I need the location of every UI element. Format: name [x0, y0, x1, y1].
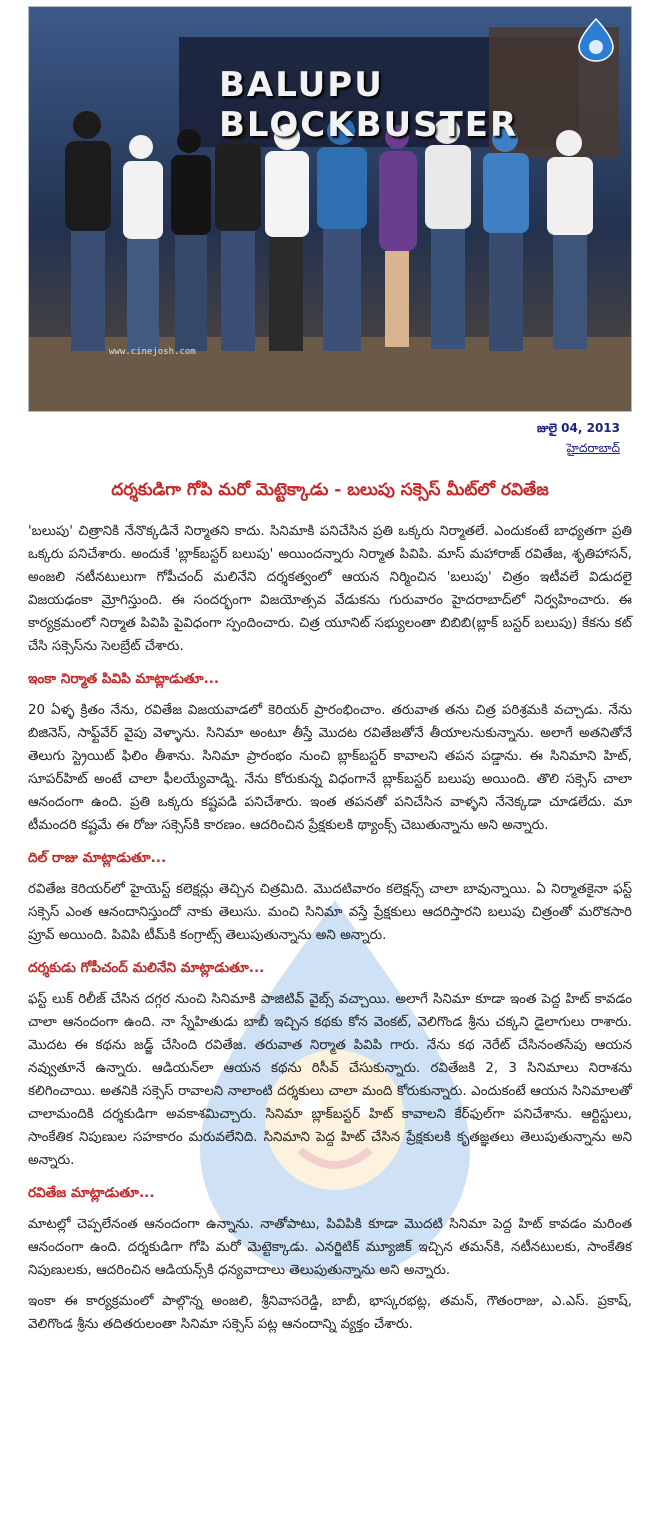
article-body	[28, 520, 632, 1344]
dateline	[537, 418, 620, 458]
section-heading-dil-raju: దిల్ రాజు మాట్లాడుతూ...	[28, 850, 167, 866]
site-logo-icon	[575, 17, 617, 63]
people-group	[65, 111, 593, 351]
intro-paragraph: 'బలుపు' చిత్రానికి నేనొక్కడినే నిర్మాతని కాదు. సినిమాకి పనిచేసిన ప్రతి ఒక్కరు నిర్మాతలే. ఎందుకంటే బాధ్యతగా ప్రతి ఒక్కరు పనిచేశారు. అందుకే 'బ్లాక్‌బస్టర్ బలుపు' అయిందన్నారు నిర్మాత పివిపి. మాస్ మహారాజ్ రవితేజ, శృతిహాసన్, అంజలి నటీనటులుగా గోపీచంద్ మలినేని దర్శకత్వంలో ఆయన నిర్మించిన 'బలుపు' చిత్రం ఇటీవలే విడుదలై విజయఢంకా మ్రోగిస్తుంది. ఈ సందర్భంగా విజయోత్సవ వేడుకను గురువారం హైదరాబాద్‌లో నిర్వహించారు. ఈ కార్యక్రమంలో నిర్మాత పివిపి పైవిధంగా స్పందించారు. చిత్ర యూనిట్ సభ్యులంతా బిబిబి(బ్లాక్ బస్టర్ బలుపు) కేకను కట్ చేసి సక్సెస్‌ను సెలబ్రేట్ చేశారు.	[28, 524, 632, 654]
banner-title: BALUPU BLOCKBUSTER	[219, 65, 519, 145]
article-date: జులై 04, 2013	[536, 421, 620, 435]
section-heading-raviteja: రవితేజ మాట్లాడుతూ...	[28, 1185, 155, 1201]
section-heading-pvp: ఇంకా నిర్మాత పివిపి మాట్లాడుతూ...	[28, 671, 220, 687]
article-headline: దర్శకుడిగా గోపి మరో మెట్టెక్కాడు - బలుపు సక్సెస్ మీట్‌లో రవితేజ	[111, 480, 549, 500]
section-text-pvp: 20 ఏళ్ళ క్రితం నేను, రవితేజ విజయవాడలో కెరియర్ ప్రారంభించాం. తరువాత తను చిత్ర పరిశ్రమకి వచ్చాడు. నేను బిజినెస్, సాఫ్ట్‌వేర్ వైపు వెళ్ళాను. సినిమా అంటూ తీస్తే మొదట రవితేజతోనే తీయాలనుకున్నాను. అలాగే అతనితోనే తెలుగు స్ట్రెయిట్ ఫిలిం తీశాను. సినిమా ప్రారంభం నుంచి బ్లాక్‌బస్టర్ కావాలని తపన పడ్డాను. ఈ సినిమాని హిట్, సూపర్‌హిట్ అంటే చాలా ఫీలయ్యేవాడ్ని. నేను కోరుకున్న విధంగానే బ్లాక్‌బస్టర్ బలుపు అయింది. తొలి సక్సెస్ చాలా ఆనందంగా ఉంది. ప్రతి ఒక్కరు కష్టపడి పనిచేశారు. ఇంత తపనతో పనిచేసిన వాళ్ళని నేనెక్కడా చూడలేదు. మా టీమందరి కష్టమే ఈ రోజు సక్సెస్‌కి కారణం. ఆదరించిన ప్రేక్షకులకి థ్యాంక్స్ చెబుతున్నాను అని అన్నారు.	[28, 703, 632, 833]
event-photo	[28, 6, 632, 412]
article-location: హైదరాబాద్	[566, 441, 620, 455]
photo-watermark: www.cinejosh.com	[109, 347, 196, 357]
section-text-raviteja: మాటల్లో చెప్పలేనంత ఆనందంగా ఉన్నాను. నాతోపాటు, పివిపికి కూడా మొదటి సినిమా పెద్ద హిట్ కావడం మరింత ఆనందంగా ఉంది. దర్శకుడిగా గోపి మరో మెట్టెక్కాడు. ఎనర్జిటిక్ మ్యూజిక్ ఇచ్చిన తమన్‌కి, నటీనటులకు, సాంకేతిక నిపుణులకు, ఆదరించిన ఆడియన్స్‌కి ధన్యవాదాలు తెలుపుతున్నాను అని అన్నారు.	[28, 1217, 632, 1278]
closing-paragraph: ఇంకా ఈ కార్యక్రమంలో పాల్గొన్న అంజలి, శ్రీనివాసరెడ్డి, బాబీ, భాస్కరభట్ల, తమన్, గౌతంరాజు, ఎ.ఎస్. ప్రకాష్, వెలిగొండ శ్రీను తదితరులంతా సినిమా సక్సెస్ పట్ల ఆనందాన్ని వ్యక్తం చేశారు.	[28, 1294, 632, 1332]
section-text-dil-raju: రవితేజ కెరియర్‌లో హైయెస్ట్ కలెక్షన్లు తెచ్చిన చిత్రమిది. మొదటివారం కలెక్షన్స్ చాలా బావున్నాయి. ఏ నిర్మాతకైనా ఫస్ట్ సక్సెస్ ఎంత ఆనందానిస్తుందో నాకు తెలుసు. మంచి సినిమా వస్తే ప్రేక్షకులు ఆదరిస్తారని బలుపు చిత్రంతో మరొకసారి ప్రూవ్ అయింది. పివిపి టీమ్‌కి కంగ్రాట్స్ తెలుపుతున్నాను అని అన్నారు.	[28, 882, 632, 943]
section-text-director: ఫస్ట్ లుక్ రిలీజ్ చేసిన దగ్గర నుంచి సినిమాకి పాజిటివ్ వైబ్స్ వచ్చాయి. అలాగే సినిమా కూడా ఇంత పెద్ద హిట్ కావడం చాలా ఆనందంగా ఉంది. నా స్నేహితుడు బాబీ ఇచ్చిన కథకు కోన వెంకట్, వెలిగొండ శ్రీను చక్కని డైలాగులు రాశారు. మొదట ఈ కథను జడ్జ్ చేసింది రవితేజ. తరువాత నిర్మాత పివిపి గారు. నేను కథ నెరేట్ చేసినంతసేపు ఆయన నవ్వుతూనే ఉన్నారు. ఆడియన్‌లా ఆయన కథను రిసీవ్ చేసుకున్నారు. రవితేజకి 2, 3 సినిమాలు నిరాశను కలిగించాయి. అతనికి సక్సెస్ రావాలని నాలాంటి దర్శకులు చాలా మంది కోరుకున్నారు. ఎందుకంటే ఆయన సినిమాలతో చాలామందికి దర్శకుడిగా అవకాశమిచ్చారు. సినిమా బ్లాక్‌బస్టర్ హిట్ కావాలని కేర్‌ఫుల్‌గా పనిచేశాను. ఆర్టిస్టులు, సాంకేతిక నిపుణుల సహకారం మరువలేనిది. సినిమాని పెద్ద హిట్ చేసిన ప్రేక్షకులకి కృతజ్ఞతలు తెలుపుతున్నాను అని అన్నారు.	[28, 992, 632, 1168]
section-heading-director: దర్శకుడు గోపీచంద్ మలినేని మాట్లాడుతూ...	[28, 960, 265, 976]
